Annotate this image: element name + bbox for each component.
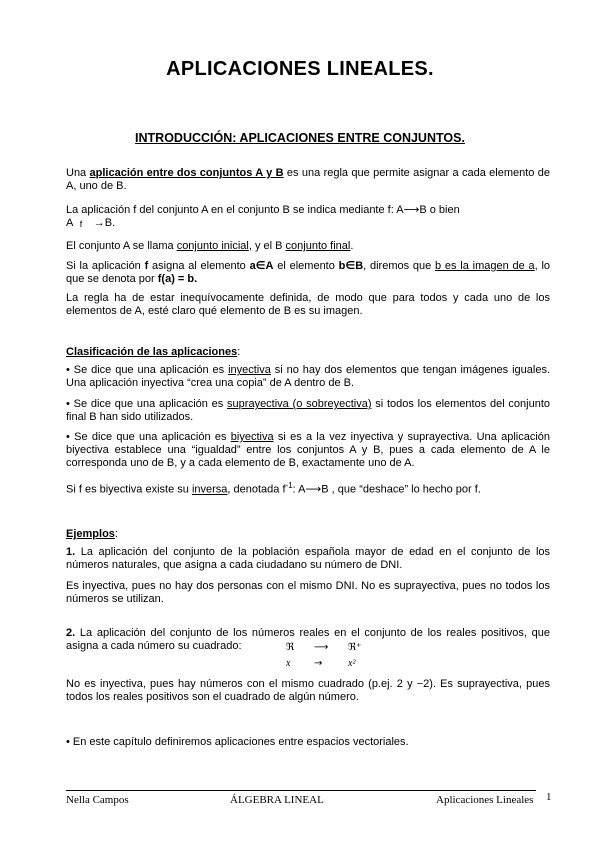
intro-paragraph-1: Una aplicación entre dos conjuntos A y B es una regla que permite asignar a cada elemento de A, uno de B. [66, 167, 550, 192]
list-item-inyectiva: • Se dice que una aplicación es inyectiva si no hay dos elementos que tengan imágenes iguales. Una aplicación inyectiva “crea una copia” de A dentro de B. [66, 364, 550, 389]
bullet-icon: • [66, 736, 70, 748]
intro-paragraph-4: Si la aplicación f asigna al elemento a∈A el elemento b∈B, diremos que b es la imagen de a, lo que se denota por f(a) = b. [66, 260, 551, 285]
list-item-biyectiva: • Se dice que una aplicación es biyectiva si es a la vez inyectiva y suprayectiva. Una aplicación biyectiva establece una “igualdad” entre los conjuntos A y B, pues a cada elemento de A le corresponda uno de B, y a cada elemento de B, exactamente uno de A. [66, 431, 551, 469]
bullet-icon: • [66, 398, 70, 410]
ejemplo-1: 1. La aplicación del conjunto de la población española mayor de edad en el conjunto de los números naturales, que asigna a cada ciudadano su número de DNI. [66, 546, 550, 571]
list-item-suprayectiva: • Se dice que una aplicación es suprayectiva (o sobreyectiva) si todos los elementos del conjunto final B han sido utilizados. [66, 398, 550, 423]
mapping-formula: ℜ ⟶ ℜ⁺ x → x² [286, 642, 362, 669]
footer-course: ÁLGEBRA LINEAL [230, 794, 324, 806]
term-aplicacion: aplicación entre dos conjuntos A y B [89, 167, 284, 179]
section-subtitle: INTRODUCCIÓN: APLICACIONES ENTRE CONJUNTOS. [135, 131, 465, 145]
ejemplo-1-explanation: Es inyectiva, pues no hay dos personas con el mismo DNI. No es suprayectiva, pues no todos los números se utilizan. [66, 580, 550, 605]
bullet-icon: • [66, 431, 70, 443]
ejemplos-heading: Ejemplos: [66, 528, 118, 540]
function-label: f [79, 219, 83, 229]
inversa-paragraph: Si f es biyectiva existe su inversa, denotada $f^{-1}$: A⟶B , que “deshace” lo hecho por f. [66, 481, 481, 496]
footer-divider [66, 790, 536, 791]
arrow-icon: ⟶ [403, 203, 420, 216]
footer-author: Nella Campos [66, 794, 129, 806]
bullet-icon: • [66, 364, 70, 376]
final-note: • En este capítulo definiremos aplicaciones entre espacios vectoriales. [66, 736, 409, 748]
footer-chapter: Aplicaciones Lineales [436, 794, 534, 806]
page-title: APLICACIONES LINEALES. [166, 58, 434, 80]
clasificacion-heading: Clasificación de las aplicaciones: [66, 346, 241, 358]
page-number: 1 [546, 791, 552, 803]
intro-paragraph-5: La regla ha de estar inequívocamente definida, de modo que para todos y cada uno de los elementos de A, esté claro qué elemento de B es su imagen. [66, 292, 550, 317]
ejemplo-2: 2. La aplicación del conjunto de los números reales en el conjunto de los reales positivos, que asigna a cada número su cuadrado: [66, 627, 550, 652]
intro-paragraph-3: El conjunto A se llama conjunto inicial, y el B conjunto final. [66, 240, 354, 252]
ejemplo-2-explanation: No es inyectiva, pues hay números con el mismo cuadrado (p.ej. 2 y −2). Es suprayectiva, pues todos los reales positivos son el cuadrado de algún número. [66, 678, 550, 703]
intro-paragraph-2: La aplicación f del conjunto A en el conjunto B se indica mediante f: A⟶B o bien A f →B. [66, 203, 460, 229]
arrow-icon: ⟶ [305, 482, 322, 496]
